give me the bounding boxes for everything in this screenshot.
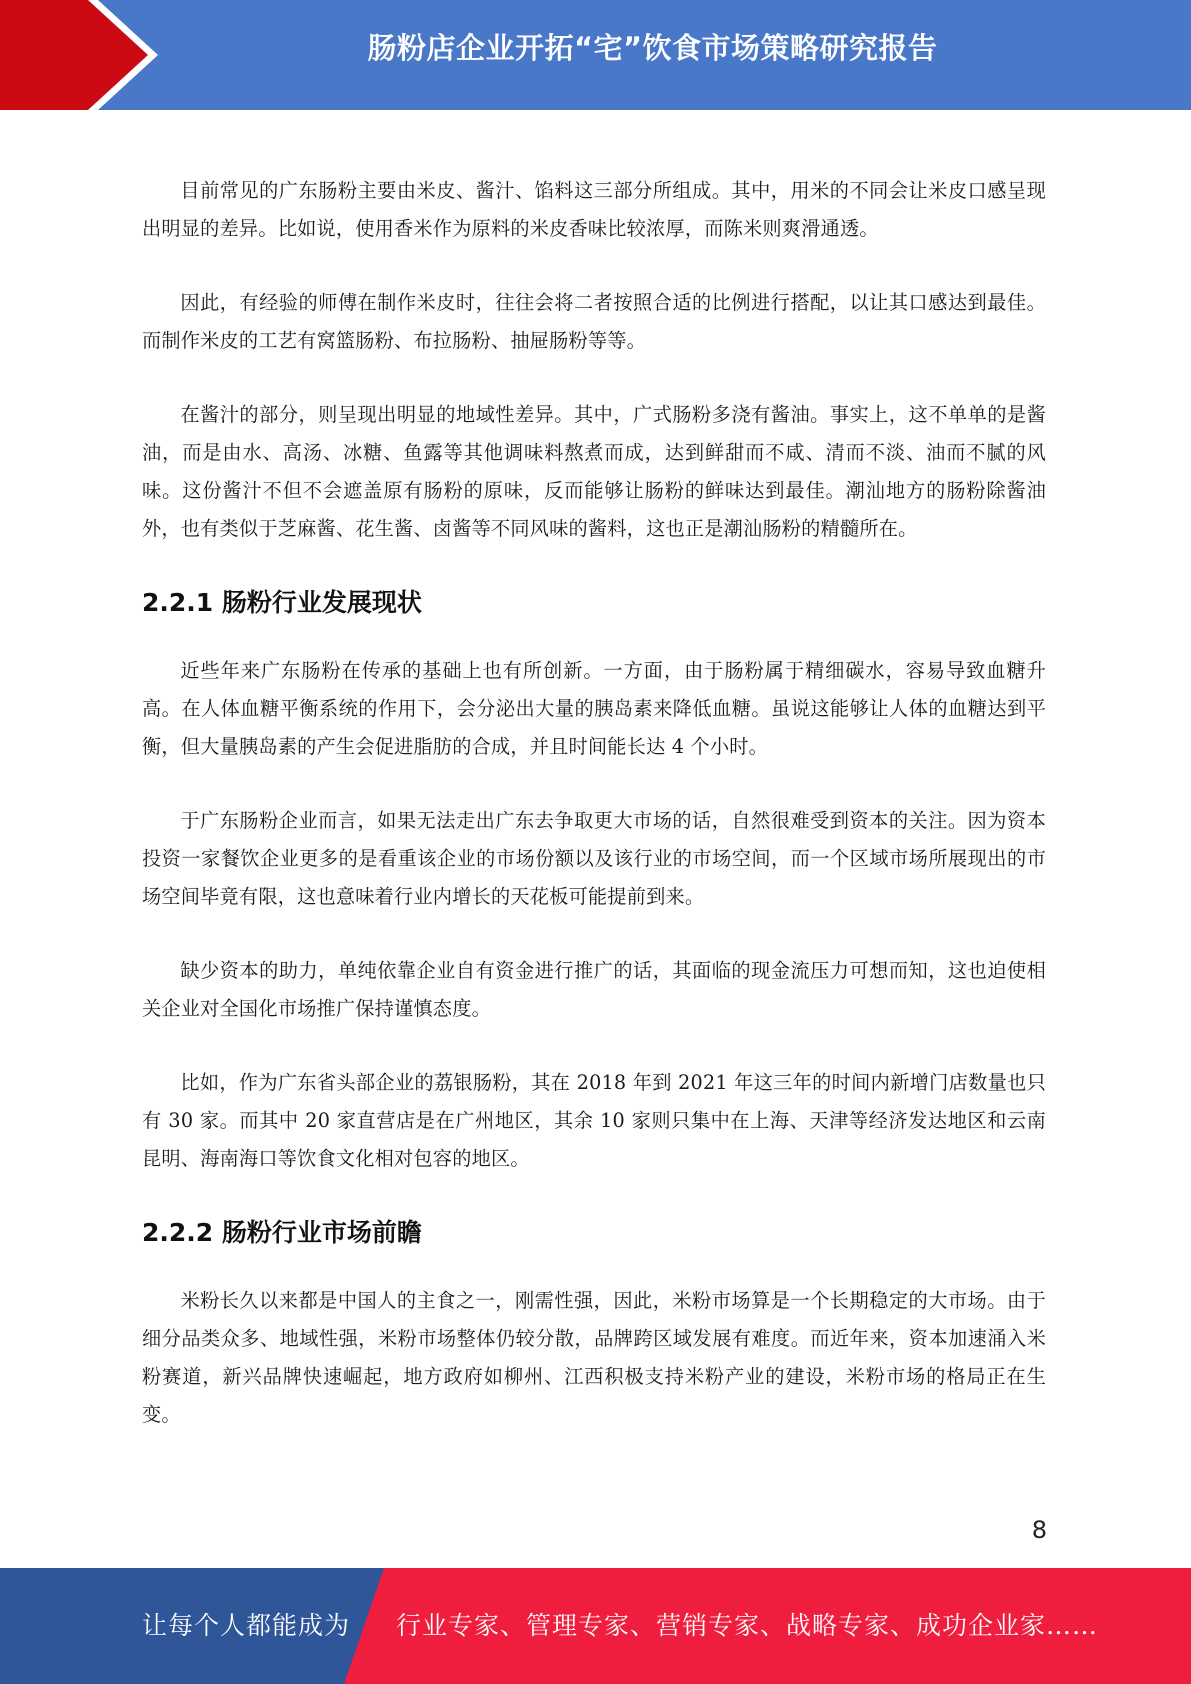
section-heading-industry-status: 2.2.1 肠粉行业发展现状: [142, 588, 422, 617]
page-header: [0, 0, 1191, 110]
section-heading-market-outlook: 2.2.2 肠粉行业市场前瞻: [142, 1218, 422, 1247]
footer-slogan-left: 让每个人都能成为: [142, 1611, 351, 1640]
paragraph-rice-sheet: 目前常见的广东肠粉主要由米皮、酱汁、馅料这三部分所组成。其中，用米的不同会让米皮口感呈现出明显的差异。比如说，使用香米作为原料的米皮香味比较浓厚，而陈米则爽滑通透。: [142, 179, 1046, 240]
paragraph-rice-noodle-market: 米粉长久以来都是中国人的主食之一，刚需性强，因此，米粉市场算是一个长期稳定的大市场。由于细分品类众多、地域性强，米粉市场整体仍较分散，品牌跨区域发展有难度。而近年来，资本加速涌入米粉赛道，新兴品牌快速崛起，地方政府如柳州、江西积极支持米粉产业的建设，米粉市场的格局正在生变。: [142, 1289, 1046, 1426]
footer-slogan-right: 行业专家、管理专家、营销专家、战略专家、成功企业家……: [396, 1611, 1099, 1640]
page-number: 8: [1031, 1516, 1047, 1544]
paragraph-innovation: 近些年来广东肠粉在传承的基础上也有所创新。一方面，由于肠粉属于精细碳水，容易导致血糖升高。在人体血糖平衡系统的作用下，会分泌出大量的胰岛素来降低血糖。虽说这能够让人体的血糖达到平衡，但大量胰岛素的产生会促进脂肪的合成，并且时间能长达 4 个小时。: [142, 659, 1046, 758]
paragraph-rice-sheet-craft: 因此，有经验的师傅在制作米皮时，往往会将二者按照合适的比例进行搭配，以让其口感达到最佳。而制作米皮的工艺有窝篮肠粉、布拉肠粉、抽屉肠粉等等。: [142, 291, 1046, 352]
paragraph-example-store: 比如，作为广东省头部企业的荔银肠粉，其在 2018 年到 2021 年这三年的时间内新增门店数量也只有 30 家。而其中 20 家直营店是在广州地区，其余 10 家则只集中在上海、天津等经济发达地区和云南昆明、海南海口等饮食文化相对包容的地区。: [142, 1071, 1046, 1170]
page-footer: [0, 1568, 1191, 1684]
paragraph-sauce: 在酱汁的部分，则呈现出明显的地域性差异。其中，广式肠粉多浇有酱油。事实上，这不单单的是酱油，而是由水、高汤、冰糖、鱼露等其他调味料熬煮而成，达到鲜甜而不咸、清而不淡、油而不腻的风味。这份酱汁不但不会遮盖原有肠粉的原味，反而能够让肠粉的鲜味达到最佳。潮汕地方的肠粉除酱油外，也有类似于芝麻酱、花生酱、卤酱等不同风味的酱料，这也正是潮汕肠粉的精髓所在。: [142, 403, 1046, 540]
report-title: 肠粉店企业开拓“宅”饮食市场策略研究报告: [367, 31, 938, 65]
paragraph-capital: 于广东肠粉企业而言，如果无法走出广东去争取更大市场的话，自然很难受到资本的关注。因为资本投资一家餐饮企业更多的是看重该企业的市场份额以及该行业的市场空间，而一个区域市场所展现出的市场空间毕竟有限，这也意味着行业内增长的天花板可能提前到来。: [142, 809, 1046, 908]
document-body: [142, 172, 1046, 1470]
paragraph-cashflow: 缺少资本的助力，单纯依靠企业自有资金进行推广的话，其面临的现金流压力可想而知，这也迫使相关企业对全国化市场推广保持谨慎态度。: [142, 959, 1046, 1020]
